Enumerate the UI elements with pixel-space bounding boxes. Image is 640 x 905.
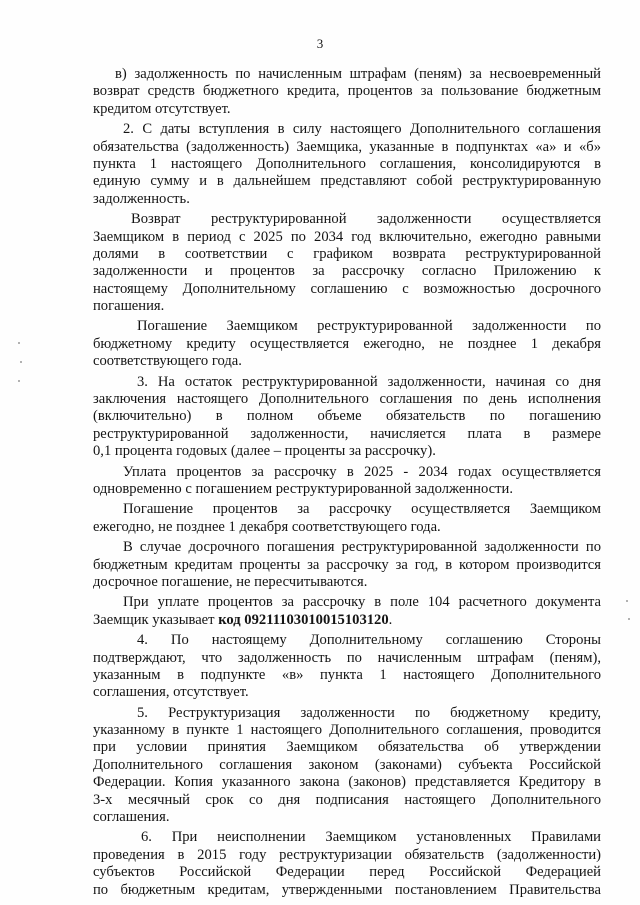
text-line: погашения.: [93, 298, 165, 315]
text-line: Возврат реструктурированной задолженности осуществляется: [131, 211, 601, 228]
text-line: ежегодно, не позднее 1 декабря соответствующего года.: [93, 518, 441, 535]
text-line: подтверждают, что задолженность по начисленным штрафам (пеням),: [93, 649, 601, 666]
text-line: возврат средств бюджетного кредита, процентов за пользование бюджетным: [93, 83, 601, 100]
text-line: 6. При неисполнении Заемщиком установленных Правилами: [141, 829, 601, 846]
scan-speck: [626, 600, 628, 602]
text-line: бюджетному кредиту осуществляется ежегодно, не позднее 1 декабря: [93, 335, 601, 352]
text-line: Уплата процентов за рассрочку в 2025 - 2034 годах осуществляется: [123, 463, 601, 480]
text-line: по бюджетным кредитам, утвержденными постановлением Правительства: [93, 881, 601, 898]
text-line: 3-х месячный срок со дня подписания настоящего Дополнительного: [93, 791, 601, 808]
text-line: соглашения.: [93, 809, 170, 826]
text-line: задолженность.: [93, 190, 190, 207]
text-line: указанному в пункте 1 настоящего Дополнительного соглашения, проводится: [93, 722, 601, 739]
text-line: Заемщиком в период с 2025 по 2034 год включительно, ежегодно равными: [93, 228, 601, 245]
page-number: 3: [316, 36, 324, 51]
scan-speck: [20, 361, 22, 363]
text-line: задолженности и процентов за рассрочку согласно Приложению к: [93, 263, 601, 280]
text-line: При уплате процентов за рассрочку в поле 104 расчетного документа: [123, 594, 601, 611]
text-line: Дополнительного соглашения законом (законами) субъекта Российской: [93, 756, 601, 773]
text-line: досрочное погашение, не пересчитываются.: [93, 573, 368, 590]
text-line: [93, 612, 601, 629]
text-line: В случае досрочного погашения реструктурированной задолженности по: [123, 539, 601, 556]
text-line: (включительно) в полном объеме обязательств по погашению: [93, 408, 601, 425]
text-line: реструктурированной задолженности, начисляется плата в размере: [93, 425, 601, 442]
text-line: 2. С даты вступления в силу настоящего Дополнительного соглашения: [123, 121, 601, 138]
document-body: [93, 66, 601, 899]
text-line: единую сумму и в дальнейшем представляют собой реструктурированную: [93, 173, 601, 190]
text-line: 4. По настоящему Дополнительному соглашению Стороны: [137, 632, 601, 649]
text-line: пункта 1 настоящего Дополнительного соглашения, консолидируются в: [93, 155, 601, 172]
text-line: в) задолженность по начисленным штрафам (пеням) за несвоевременный: [115, 66, 601, 82]
text-line: бюджетным кредитам проценты за рассрочку за год, в котором производится: [93, 556, 601, 573]
text-fragment: .: [388, 611, 393, 628]
scan-speck: [628, 618, 630, 620]
text-line: долями в соответствии с графиком возврата реструктурированной: [93, 245, 601, 262]
text-line: настоящему Дополнительному соглашению с возможностью досрочного: [93, 280, 601, 297]
text-line: Федерации. Копия указанного закона (законов) представляется Кредитору в: [93, 774, 601, 791]
budget-classification-code: код 09211103010015103120: [218, 611, 389, 628]
text-line: одновременно с погашением реструктурированной задолженности.: [93, 480, 513, 497]
text-line: соглашения, отсутствует.: [93, 684, 249, 701]
text-line: 5. Реструктуризация задолженности по бюджетному кредиту,: [137, 704, 601, 721]
text-line: указанным в подпункте «в» пункта 1 настоящего Дополнительного: [93, 666, 601, 683]
text-line: соответствующего года.: [93, 353, 242, 370]
scan-speck: [18, 342, 20, 344]
text-line: субъектов Российской Федерации перед Российской Федерацией: [93, 864, 601, 881]
scan-speck: [18, 380, 20, 382]
text-line: 0,1 процента годовых (далее – проценты за рассрочку).: [93, 443, 436, 460]
text-line: проведения в 2015 году реструктуризации обязательств (задолженности): [93, 846, 601, 863]
text-line: Погашение процентов за рассрочку осуществляется Заемщиком: [123, 501, 601, 518]
text-line: заключения настоящего Дополнительного соглашения по день исполнения: [93, 391, 601, 408]
text-line: обязательства (задолженность) Заемщика, указанные в подпунктах «а» и «б»: [93, 138, 601, 155]
text-fragment: Заемщик указывает: [93, 611, 219, 628]
text-line: Погашение Заемщиком реструктурированной задолженности по: [137, 318, 601, 335]
text-line: при условии принятия Заемщиком обязательства об утверждении: [93, 739, 601, 756]
text-line: кредитом отсутствует.: [93, 100, 231, 117]
text-line: 3. На остаток реструктурированной задолженности, начиная со дня: [137, 373, 601, 390]
